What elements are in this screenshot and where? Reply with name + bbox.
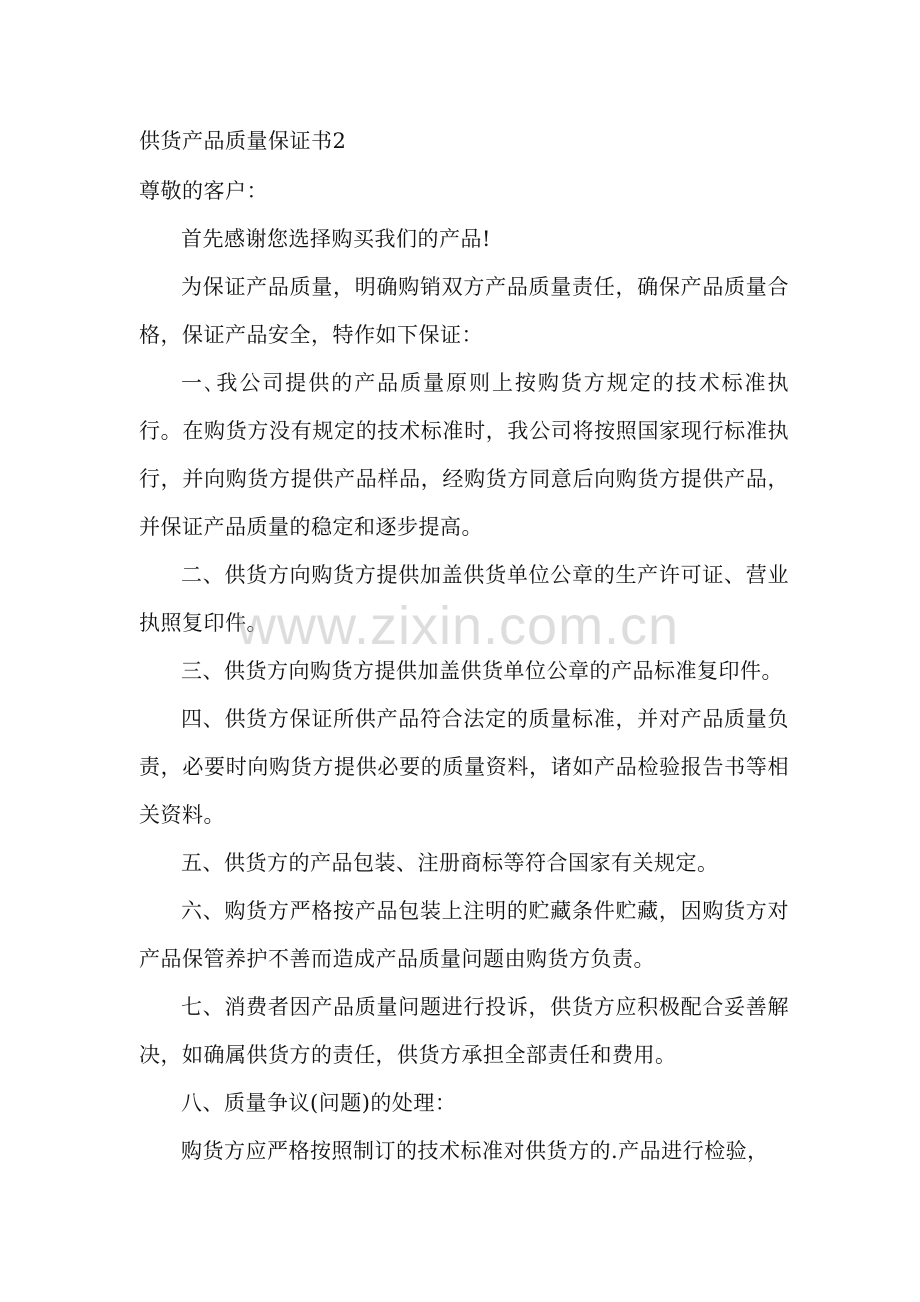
paragraph-clause-5: 五、供货方的产品包装、注册商标等符合国家有关规定。 [181, 851, 719, 875]
paragraph-purpose: 为保证产品质量，明确购销双方产品质量责任，确保产品质量合格，保证产品安全，特作如下保证： [139, 275, 789, 347]
paragraph-clause-8-heading: 八、质量争议(问题)的处理： [181, 1091, 457, 1115]
paragraph-inspection: 购货方应严格按照制订的技术标准对供货方的.产品进行检验， [181, 1139, 769, 1163]
document-title: 供货产品质量保证书2 [139, 129, 347, 153]
paragraph-clause-2: 二、供货方向购货方提供加盖供货单位公章的生产许可证、营业执照复印件。 [139, 563, 789, 635]
paragraph-clause-6: 六、购货方严格按产品包装上注明的贮藏条件贮藏，因购货方对产品保管养护不善而造成产品质量问题由购货方负责。 [139, 899, 789, 971]
paragraph-clause-7: 七、消费者因产品质量问题进行投诉，供货方应积极配合妥善解决，如确属供货方的责任，供货方承担全部责任和费用。 [139, 995, 789, 1067]
watermark-text: www.zixin.com.cn [237, 596, 680, 656]
document-body [139, 117, 789, 1175]
paragraph-clause-3: 三、供货方向购货方提供加盖供货单位公章的产品标准复印件。 [181, 659, 783, 683]
paragraph-thanks: 首先感谢您选择购买我们的产品! [181, 227, 491, 251]
salutation: 尊敬的客户： [139, 179, 268, 203]
paragraph-clause-4: 四、供货方保证所供产品符合法定的质量标准，并对产品质量负责，必要时向购货方提供必要的质量资料，诸如产品检验报告书等相关资料。 [139, 707, 789, 827]
paragraph-clause-1: 一､我公司提供的产品质量原则上按购货方规定的技术标准执行。在购货方没有规定的技术标准时，我公司将按照国家现行标准执行，并向购货方提供产品样品，经购货方同意后向购货方提供产品，并保证产品质量的稳定和逐步提高。 [139, 371, 789, 539]
